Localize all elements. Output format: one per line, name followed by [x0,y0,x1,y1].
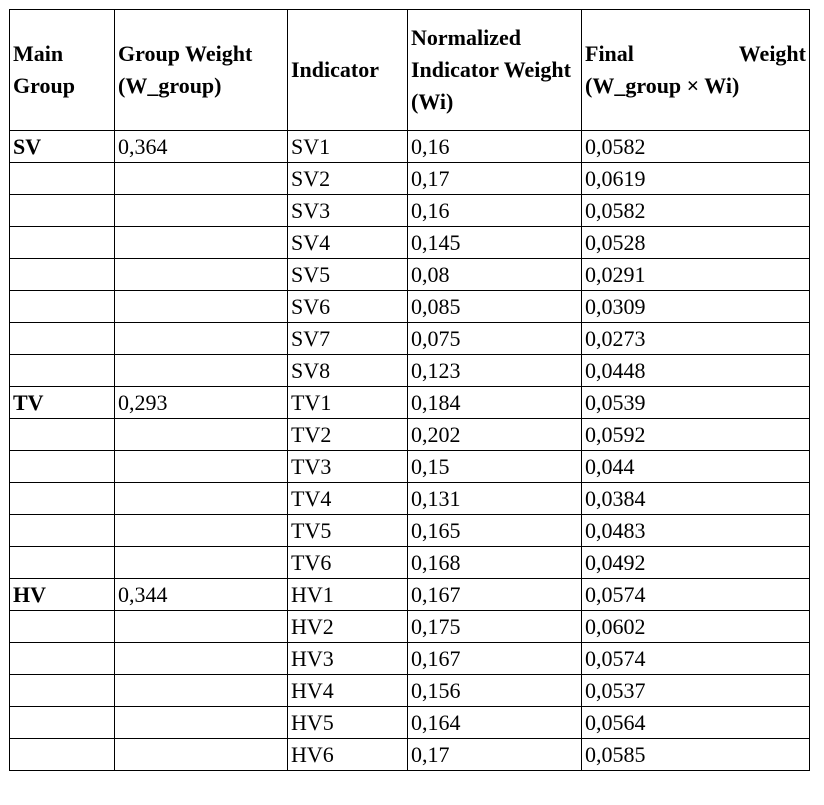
cell-final-weight: 0,0273 [582,323,810,355]
cell-final-weight: 0,0537 [582,675,810,707]
table-row [10,547,810,579]
cell-group-weight [115,547,288,579]
cell-indicator: SV7 [288,323,408,355]
table-row [10,707,810,739]
cell-final-weight: 0,0539 [582,387,810,419]
table-row [10,419,810,451]
cell-main-group: TV [10,387,115,419]
cell-main-group [10,515,115,547]
cell-final-weight: 0,044 [582,451,810,483]
cell-final-weight: 0,0448 [582,355,810,387]
cell-main-group: SV [10,131,115,163]
header-main-group: Main Group [10,10,115,131]
cell-normalized-weight: 0,085 [408,291,582,323]
cell-group-weight [115,643,288,675]
cell-main-group [10,451,115,483]
cell-main-group [10,195,115,227]
cell-normalized-weight: 0,17 [408,163,582,195]
cell-indicator: HV5 [288,707,408,739]
cell-normalized-weight: 0,15 [408,451,582,483]
cell-group-weight [115,483,288,515]
cell-normalized-weight: 0,184 [408,387,582,419]
header-row [10,10,810,131]
cell-group-weight [115,195,288,227]
table-row [10,387,810,419]
cell-indicator: TV3 [288,451,408,483]
cell-indicator: SV5 [288,259,408,291]
cell-group-weight [115,355,288,387]
header-final-weight-formula: (W_group × Wi) [585,73,740,98]
cell-final-weight: 0,0384 [582,483,810,515]
table-row [10,291,810,323]
cell-normalized-weight: 0,08 [408,259,582,291]
table-row [10,131,810,163]
table-row [10,355,810,387]
header-final-weight-title [585,38,806,70]
cell-final-weight: 0,0309 [582,291,810,323]
cell-indicator: TV6 [288,547,408,579]
cell-main-group [10,707,115,739]
cell-final-weight: 0,0528 [582,227,810,259]
cell-normalized-weight: 0,168 [408,547,582,579]
cell-indicator: HV3 [288,643,408,675]
cell-group-weight [115,163,288,195]
cell-normalized-weight: 0,145 [408,227,582,259]
cell-group-weight [115,739,288,771]
cell-group-weight [115,451,288,483]
cell-indicator: SV4 [288,227,408,259]
cell-normalized-weight: 0,123 [408,355,582,387]
cell-normalized-weight: 0,075 [408,323,582,355]
cell-indicator: SV8 [288,355,408,387]
cell-main-group [10,675,115,707]
cell-indicator: TV1 [288,387,408,419]
cell-final-weight: 0,0574 [582,579,810,611]
cell-main-group [10,611,115,643]
table-row [10,323,810,355]
cell-group-weight: 0,344 [115,579,288,611]
table-row [10,675,810,707]
cell-group-weight [115,227,288,259]
cell-main-group [10,547,115,579]
cell-normalized-weight: 0,167 [408,579,582,611]
cell-main-group [10,323,115,355]
cell-main-group [10,355,115,387]
table-row [10,259,810,291]
cell-final-weight: 0,0619 [582,163,810,195]
cell-normalized-weight: 0,156 [408,675,582,707]
cell-group-weight [115,323,288,355]
table-row [10,611,810,643]
cell-indicator: HV2 [288,611,408,643]
cell-main-group: HV [10,579,115,611]
table-row [10,163,810,195]
cell-indicator: TV2 [288,419,408,451]
cell-normalized-weight: 0,16 [408,131,582,163]
table-row [10,227,810,259]
cell-normalized-weight: 0,16 [408,195,582,227]
cell-main-group [10,259,115,291]
cell-main-group [10,643,115,675]
cell-indicator: HV4 [288,675,408,707]
cell-final-weight: 0,0291 [582,259,810,291]
cell-final-weight: 0,0582 [582,195,810,227]
cell-indicator: HV1 [288,579,408,611]
table-row [10,483,810,515]
table-row [10,739,810,771]
cell-final-weight: 0,0582 [582,131,810,163]
cell-group-weight [115,675,288,707]
header-group-weight: Group Weight (W_group) [115,10,288,131]
cell-final-weight: 0,0592 [582,419,810,451]
cell-normalized-weight: 0,131 [408,483,582,515]
cell-group-weight [115,707,288,739]
cell-group-weight [115,419,288,451]
weights-table [9,9,810,771]
cell-final-weight: 0,0602 [582,611,810,643]
cell-main-group [10,163,115,195]
cell-main-group [10,739,115,771]
cell-normalized-weight: 0,167 [408,643,582,675]
cell-indicator: TV4 [288,483,408,515]
cell-group-weight [115,291,288,323]
cell-indicator: SV3 [288,195,408,227]
cell-group-weight: 0,293 [115,387,288,419]
cell-final-weight: 0,0492 [582,547,810,579]
cell-indicator: SV1 [288,131,408,163]
cell-main-group [10,419,115,451]
table-row [10,579,810,611]
cell-main-group [10,227,115,259]
cell-group-weight [115,611,288,643]
cell-indicator: SV2 [288,163,408,195]
cell-main-group [10,291,115,323]
cell-group-weight [115,515,288,547]
header-final-weight-word2: Weight [738,41,806,66]
cell-normalized-weight: 0,165 [408,515,582,547]
cell-normalized-weight: 0,175 [408,611,582,643]
header-final-weight-word1: Final [585,41,634,66]
table-body [10,131,810,771]
cell-indicator: HV6 [288,739,408,771]
header-indicator: Indicator [288,10,408,131]
header-final-weight [582,10,810,131]
cell-normalized-weight: 0,202 [408,419,582,451]
table-row [10,515,810,547]
cell-indicator: TV5 [288,515,408,547]
table-row [10,451,810,483]
cell-final-weight: 0,0585 [582,739,810,771]
cell-final-weight: 0,0574 [582,643,810,675]
header-normalized-weight: Normalized Indicator Weight (Wi) [408,10,582,131]
cell-group-weight [115,259,288,291]
cell-normalized-weight: 0,17 [408,739,582,771]
cell-group-weight: 0,364 [115,131,288,163]
cell-main-group [10,483,115,515]
cell-final-weight: 0,0564 [582,707,810,739]
cell-indicator: SV6 [288,291,408,323]
cell-normalized-weight: 0,164 [408,707,582,739]
cell-final-weight: 0,0483 [582,515,810,547]
table-row [10,643,810,675]
table-row [10,195,810,227]
